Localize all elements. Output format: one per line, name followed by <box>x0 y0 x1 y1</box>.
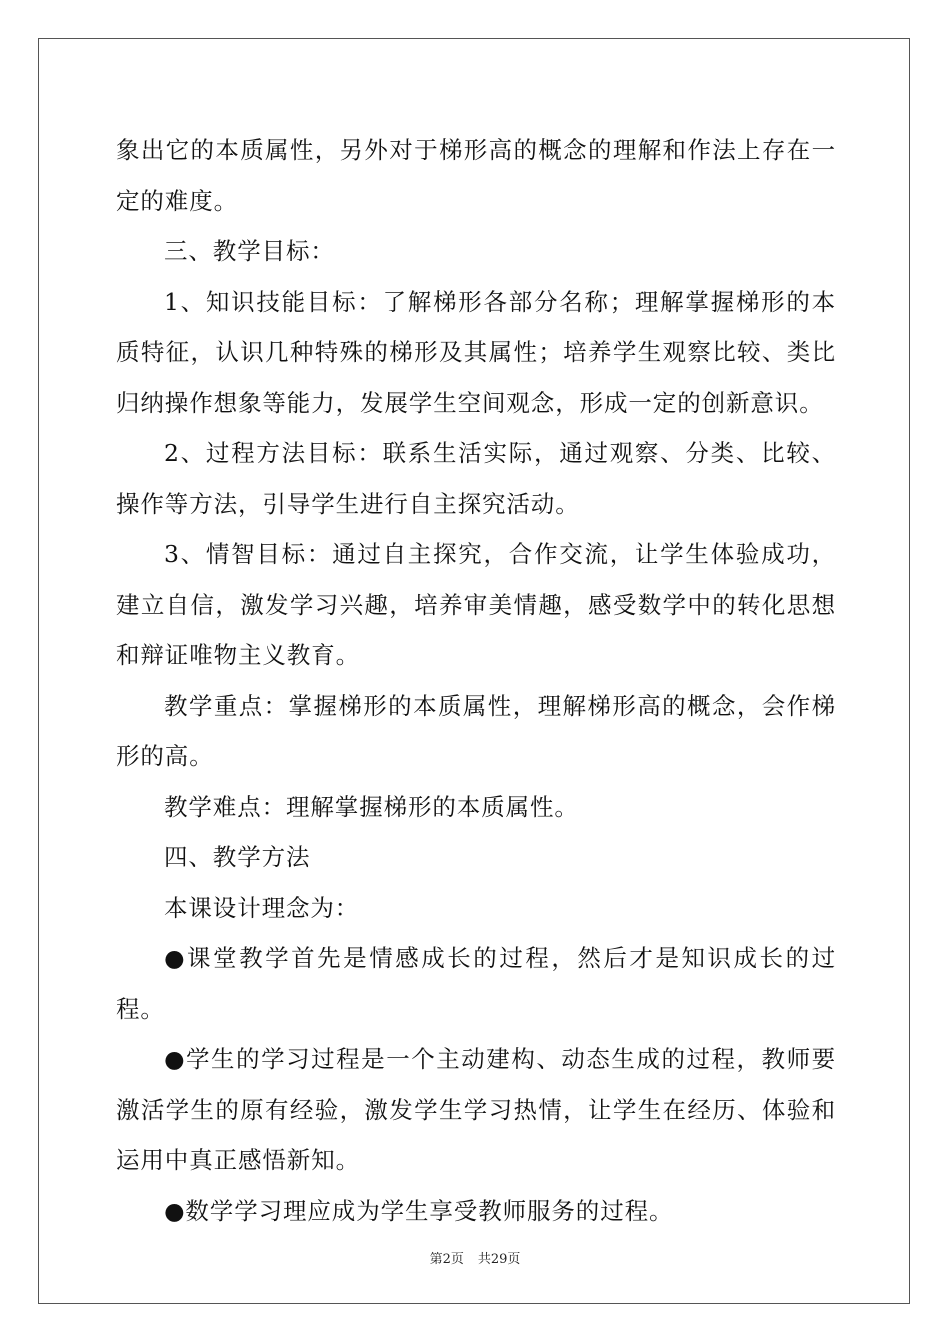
bullet-item-emotion-growth: ●课堂教学首先是情感成长的过程，然后才是知识成长的过程。 <box>116 944 836 1023</box>
paragraph-continuation: 象出它的本质属性，另外对于梯形高的概念的理解和作法上存在一定的难度。 <box>116 136 836 215</box>
bullet-item-active-construction: ●学生的学习过程是一个主动建构、动态生成的过程，教师要激活学生的原有经验，激发学生学习热情，让学生在经历、体验和运用中真正感悟新知。 <box>116 1045 836 1174</box>
page-footer <box>0 1248 950 1267</box>
paragraph-process-goal: 2、过程方法目标：联系生活实际，通过观察、分类、比较、操作等方法，引导学生进行自主探究活动。 <box>116 439 836 518</box>
paragraph-design-concept-intro: 本课设计理念为： <box>164 893 360 922</box>
paragraph-emotion-goal: 3、情智目标：通过自主探究，合作交流，让学生体验成功，建立自信，激发学习兴趣，培养审美情趣，感受数学中的转化思想和辩证唯物主义教育。 <box>116 540 836 669</box>
paragraph-difficult-points: 教学难点：理解掌握梯形的本质属性。 <box>164 792 579 821</box>
paragraph-key-points: 教学重点：掌握梯形的本质属性，理解梯形高的概念，会作梯形的高。 <box>116 691 836 770</box>
bullet-item-enjoy-service: ●数学学习理应成为学生享受教师服务的过程。 <box>164 1196 674 1225</box>
document-body <box>116 125 836 1236</box>
section-heading-teaching-goals: 三、教学目标： <box>164 237 335 265</box>
paragraph-knowledge-goal: 1、知识技能目标：了解梯形各部分名称；理解掌握梯形的本质特征，认识几种特殊的梯形及其属性；培养学生观察比较、类比归纳操作想象等能力，发展学生空间观念，形成一定的创新意识。 <box>116 287 836 417</box>
total-page-count: 共29页 <box>477 1252 521 1267</box>
section-heading-teaching-methods: 四、教学方法 <box>164 843 311 871</box>
current-page-number: 第2页 <box>429 1252 464 1267</box>
